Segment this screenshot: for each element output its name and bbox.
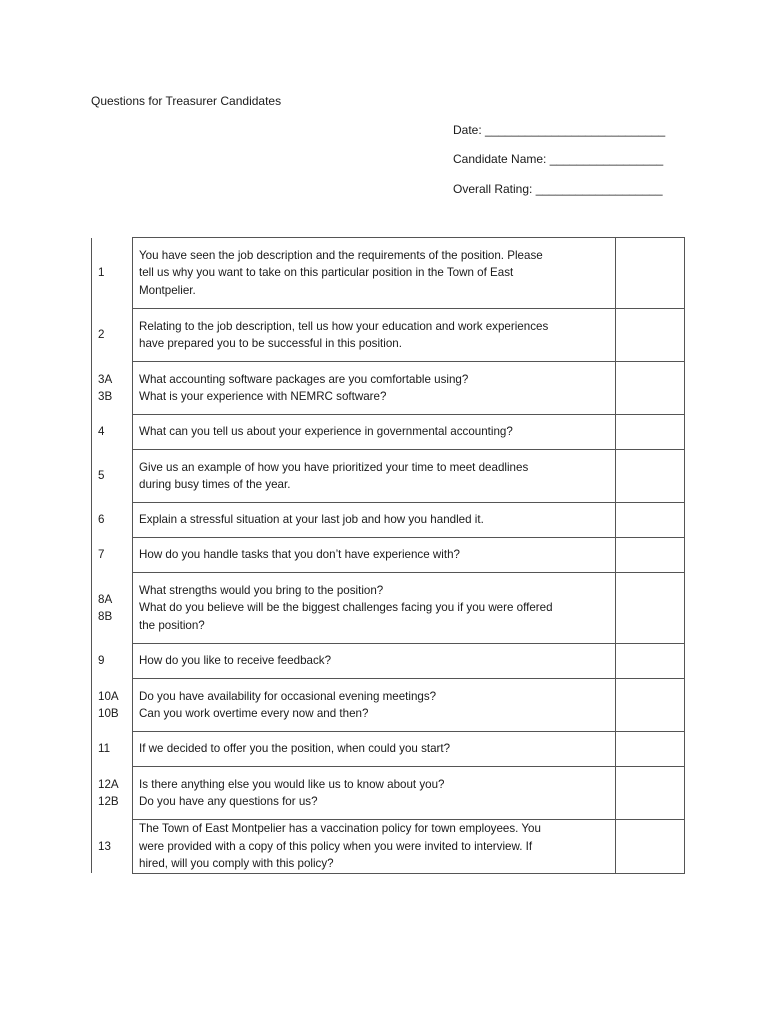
question-row: [92, 644, 685, 679]
question-text-cell: [133, 573, 616, 644]
question-text-cell: [133, 767, 616, 820]
overall-rating-field: Overall Rating: ___________________: [453, 182, 663, 196]
question-number-cell: [92, 415, 133, 450]
question-row: [92, 362, 685, 415]
question-number-cell: [92, 573, 133, 644]
question-text-line: How do you handle tasks that you don’t have experience with?: [139, 548, 460, 562]
question-text-cell: [133, 644, 616, 679]
rating-cell[interactable]: [616, 503, 685, 538]
question-text-cell: [133, 732, 616, 767]
rating-cell[interactable]: [616, 362, 685, 415]
question-number: 6: [98, 513, 105, 527]
question-row: [92, 679, 685, 732]
rating-cell[interactable]: [616, 450, 685, 503]
question-row: [92, 538, 685, 573]
question-text-line: If we decided to offer you the position, when could you start?: [139, 742, 451, 756]
question-text-line: The Town of East Montpelier has a vaccination policy for town employees. You: [139, 822, 541, 835]
question-text-cell: [133, 362, 616, 415]
question-number: 12A: [98, 777, 119, 791]
date-field: Date: ___________________________: [453, 123, 666, 137]
question-row: [92, 450, 685, 503]
question-row: [92, 573, 685, 644]
question-row: [92, 503, 685, 538]
question-text-cell: [133, 238, 616, 309]
question-number: 10B: [98, 707, 119, 720]
question-number-cell: [92, 309, 133, 362]
question-number: 9: [98, 654, 105, 668]
question-number: 3A: [98, 372, 113, 386]
rating-cell[interactable]: [616, 767, 685, 820]
question-text-line: Give us an example of how you have prioritized your time to meet deadlines: [139, 460, 529, 474]
question-number-cell: [92, 362, 133, 415]
question-text-line: Montpelier.: [139, 283, 196, 297]
question-number-cell: [92, 450, 133, 503]
question-text-cell: [133, 309, 616, 362]
question-text-line: Relating to the job description, tell us how your education and work experiences: [139, 319, 549, 333]
candidate-name-field: Candidate Name: _________________: [453, 152, 664, 166]
rating-cell[interactable]: [616, 732, 685, 767]
question-row: [92, 767, 685, 820]
question-number: 11: [98, 742, 111, 756]
question-text-line: What accounting software packages are you comfortable using?: [139, 372, 469, 386]
question-text-cell: [133, 820, 616, 874]
page-title: Questions for Treasurer Candidates: [91, 94, 282, 108]
question-text-line: hired, will you comply with this policy?: [139, 857, 334, 870]
question-number-cell: [92, 644, 133, 679]
rating-cell[interactable]: [616, 573, 685, 644]
rating-cell[interactable]: [616, 820, 685, 874]
question-text-line: What do you believe will be the biggest challenges facing you if you were offered: [139, 601, 553, 615]
question-text-line: Can you work overtime every now and then?: [139, 707, 369, 720]
question-number: 8B: [98, 610, 113, 623]
rating-cell[interactable]: [616, 309, 685, 362]
question-text-line: Do you have any questions for us?: [139, 795, 318, 808]
question-text-cell: [133, 538, 616, 573]
question-row: [92, 309, 685, 362]
question-number-cell: [92, 679, 133, 732]
question-number: 2: [98, 328, 105, 342]
question-text-cell: [133, 415, 616, 450]
question-number: 8A: [98, 592, 113, 606]
question-text-line: Explain a stressful situation at your last job and how you handled it.: [139, 513, 484, 527]
question-text-line: Is there anything else you would like us to know about you?: [139, 777, 445, 791]
question-number: 10A: [98, 689, 119, 703]
rating-cell[interactable]: [616, 415, 685, 450]
question-row: [92, 820, 685, 874]
question-text-line: Do you have availability for occasional evening meetings?: [139, 689, 437, 703]
question-text-line: What is your experience with NEMRC software?: [139, 390, 387, 403]
question-number: 5: [98, 469, 105, 483]
question-text-cell: [133, 679, 616, 732]
question-number: 13: [98, 839, 111, 853]
rating-cell[interactable]: [616, 238, 685, 309]
question-text-line: What can you tell us about your experience in governmental accounting?: [139, 425, 513, 439]
question-row: [92, 732, 685, 767]
question-text-cell: [133, 450, 616, 503]
question-text-line: were provided with a copy of this policy when you were invited to interview. If: [139, 839, 533, 853]
question-text-line: What strengths would you bring to the position?: [139, 583, 384, 597]
question-number: 3B: [98, 390, 113, 403]
question-text-line: You have seen the job description and the requirements of the position. Please: [139, 248, 543, 262]
question-number-cell: [92, 538, 133, 573]
question-number-cell: [92, 503, 133, 538]
question-row: [92, 238, 685, 309]
rating-cell[interactable]: [616, 679, 685, 732]
question-number-cell: [92, 732, 133, 767]
rating-cell[interactable]: [616, 644, 685, 679]
question-text-line: How do you like to receive feedback?: [139, 654, 332, 668]
rating-cell[interactable]: [616, 538, 685, 573]
questions-table: [91, 237, 685, 874]
question-number: 4: [98, 425, 105, 439]
question-row: [92, 415, 685, 450]
question-text-line: during busy times of the year.: [139, 478, 291, 491]
question-text-line: tell us why you want to take on this particular position in the Town of East: [139, 266, 514, 280]
question-text-line: the position?: [139, 618, 205, 632]
question-number-cell: [92, 820, 133, 874]
question-number: 7: [98, 548, 105, 562]
question-text-cell: [133, 503, 616, 538]
question-number: 12B: [98, 795, 119, 808]
question-number: 1: [98, 266, 105, 280]
question-number-cell: [92, 238, 133, 309]
question-text-line: have prepared you to be successful in this position.: [139, 337, 402, 350]
question-number-cell: [92, 767, 133, 820]
